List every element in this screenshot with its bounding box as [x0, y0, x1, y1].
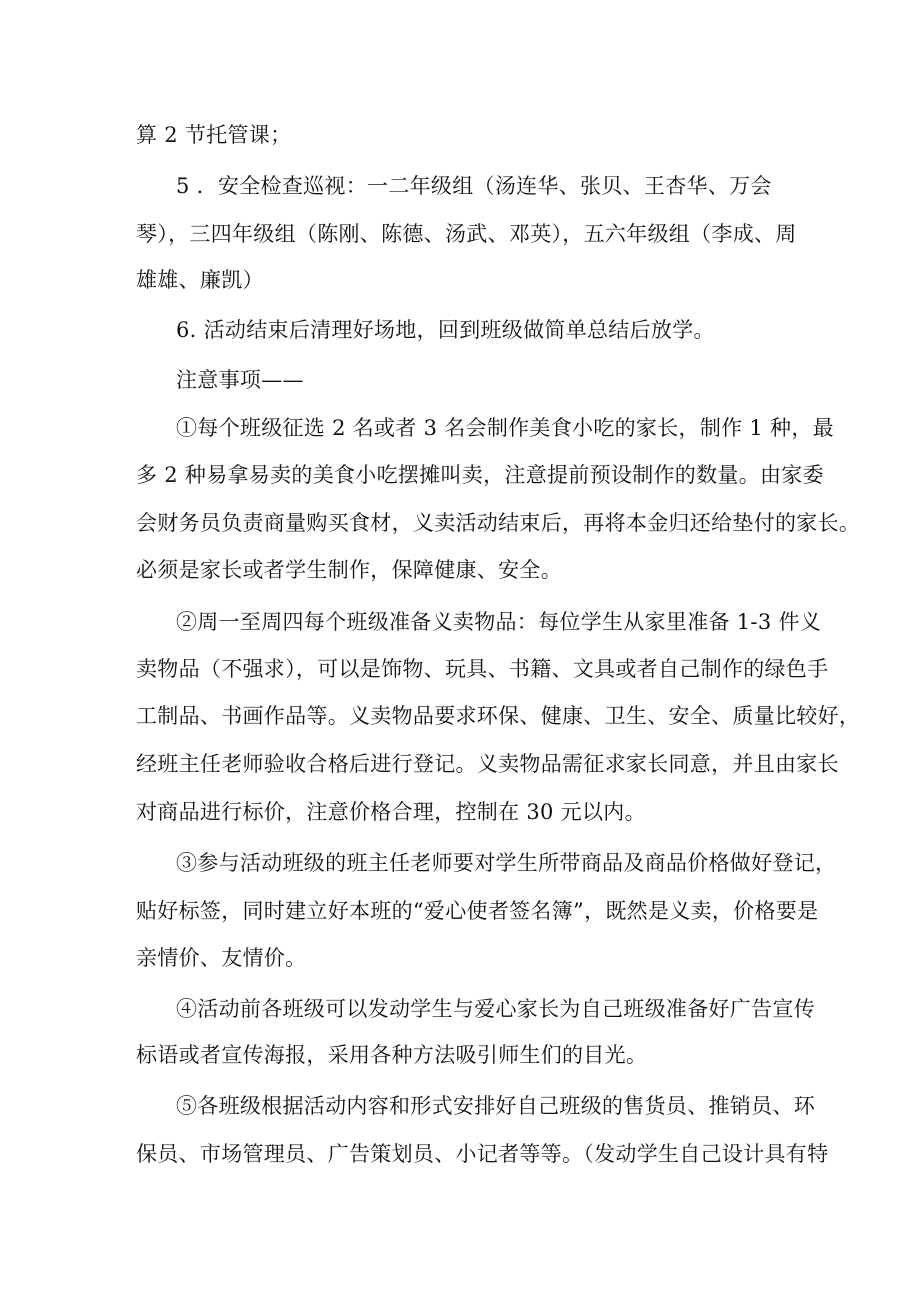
text-line: ⑤各班级根据活动内容和形式安排好自己班级的售货员、推销员、环	[176, 1094, 815, 1118]
text-line: 卖物品（不强求），可以是饰物、玩具、书籍、文具或者自己制作的绿色手	[136, 657, 829, 681]
text-line: ③参与活动班级的班主任老师要对学生所带商品及商品价格做好登记，	[176, 851, 837, 875]
text-line: 标语或者宣传海报，采用各种方法吸引师生们的目光。	[136, 1043, 648, 1067]
text-line: 6. 活动结束后清理好场地，回到班级做简单总结后放学。	[176, 318, 715, 342]
section-heading: 注意事项——	[176, 368, 304, 392]
text-line: 多 2 种易拿易卖的美食小吃摆摊叫卖，注意提前预设制作的数量。由家委	[136, 463, 824, 487]
text-line: 保员、市场管理员、广告策划员、小记者等等。（发动学生自己设计具有特	[136, 1142, 829, 1166]
text-line: 贴好标签，同时建立好本班的“爱心使者签名簿”，既然是义卖，价格要是	[136, 899, 819, 923]
text-line: 亲情价、友情价。	[136, 946, 307, 970]
text-line: 会财务员负责商量购买食材，义卖活动结束后，再将本金归还给垫付的家长。	[136, 511, 861, 535]
text-line: 经班主任老师验收合格后进行登记。义卖物品需征求家长同意，并且由家长	[136, 752, 839, 776]
text-line: ①每个班级征选 2 名或者 3 名会制作美食小吃的家长，制作 1 种，最	[176, 416, 834, 440]
text-line: ②周一至周四每个班级准备义卖物品：每位学生从家里准备 1-3 件义	[176, 610, 822, 634]
text-line: 琴），三四年级组（陈刚、陈德、汤武、邓英），五六年级组（李成、周	[136, 222, 797, 246]
text-line: 雄雄、廉凯）	[136, 268, 264, 292]
text-line: 必须是家长或者学生制作，保障健康、安全。	[136, 558, 562, 582]
text-line: 算 2 节托管课；	[136, 123, 292, 147]
text-line: 5 ．安全检查巡视：一二年级组（汤连华、张贝、王杏华、万会	[176, 174, 772, 198]
text-line: ④活动前各班级可以发动学生与爱心家长为自己班级准备好广告宣传	[176, 997, 815, 1021]
text-line: 工制品、书画作品等。义卖物品要求环保、健康、卫生、安全、质量比较好，	[136, 704, 861, 728]
text-line: 对商品进行标价，注意价格合理，控制在 30 元以内。	[136, 800, 646, 824]
